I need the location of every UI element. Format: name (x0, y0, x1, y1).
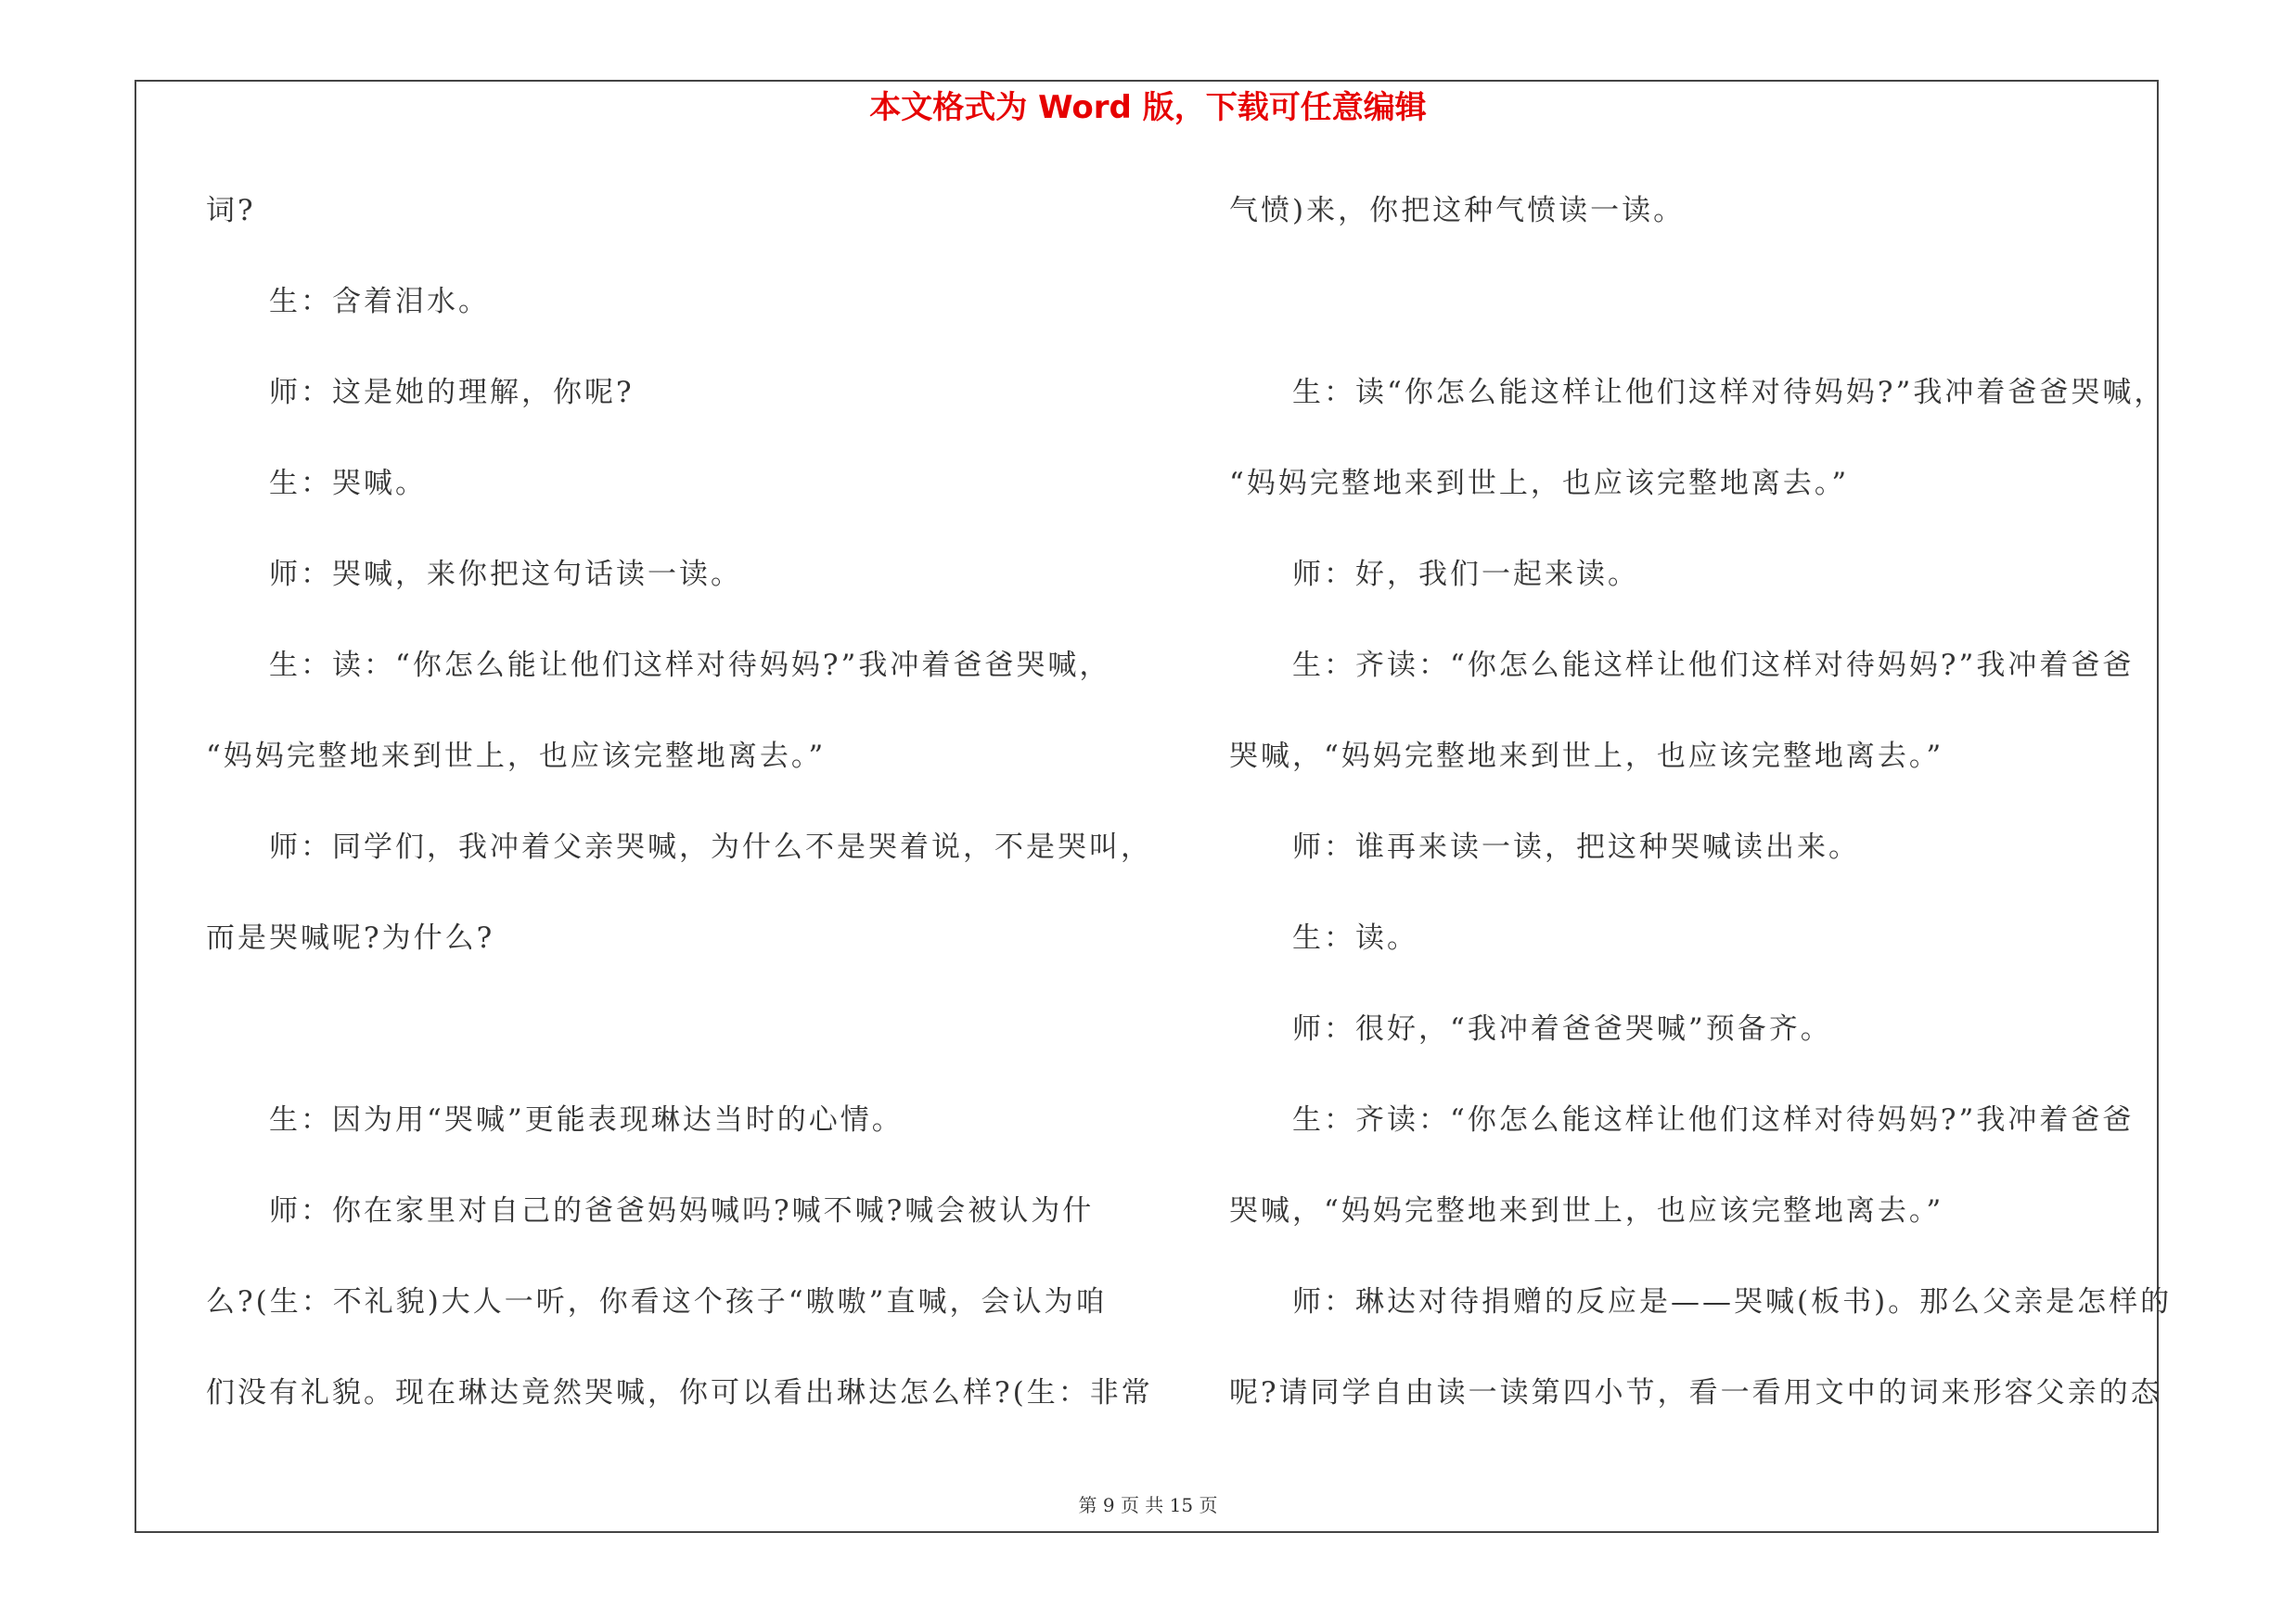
text-line: 师：同学们，我冲着父亲哭喊，为什么不是哭着说，不是哭叫， (269, 831, 1152, 864)
text-line: 哭喊，“妈妈完整地来到世上，也应该完整地离去。” (1229, 740, 1944, 773)
text-line: 师：你在家里对自己的爸爸妈妈喊吗?喊不喊?喊会被认为什 (269, 1194, 1095, 1228)
text-line: 生：哭喊。 (269, 467, 427, 500)
page-footer: 第 9 页 共 15 页 (1078, 1494, 1218, 1516)
right-column (1229, 187, 2171, 1460)
text-line: 生：读：“你怎么能让他们这样对待妈妈?”我冲着爸爸哭喊， (269, 649, 1111, 682)
text-line: “妈妈完整地来到世上，也应该完整地离去。” (206, 740, 827, 773)
text-line: 词? (206, 194, 256, 227)
text-line: 师：很好，“我冲着爸爸哭喊”预备齐。 (1292, 1012, 1832, 1046)
page-header: 本文格式为 Word 版，下载可任意编辑 (869, 89, 1427, 126)
text-line: 生：读。 (1292, 921, 1418, 955)
text-line: 生：齐读：“你怎么能这样让他们这样对待妈妈?”我冲着爸爸 (1292, 1103, 2135, 1137)
text-line: 生：读“你怎么能这样让他们这样对待妈妈?”我冲着爸爸哭喊， (1292, 376, 2166, 409)
text-line: 而是哭喊呢?为什么? (206, 921, 495, 955)
text-line: 生：含着泪水。 (269, 285, 490, 318)
text-line: 气愤)来，你把这种气愤读一读。 (1229, 194, 1686, 227)
text-line (206, 1005, 1171, 1096)
text-line: “妈妈完整地来到世上，也应该完整地离去。” (1229, 467, 1850, 500)
text-line: 师：好，我们一起来读。 (1292, 558, 1639, 591)
text-line: 师：这是她的理解，你呢? (269, 376, 635, 409)
text-line: 师：谁再来读一读，把这种哭喊读出来。 (1292, 831, 1860, 864)
text-line: 生：因为用“哭喊”更能表现琳达当时的心情。 (269, 1103, 904, 1137)
left-column (206, 187, 1171, 1460)
text-line: 生：齐读：“你怎么能这样让他们这样对待妈妈?”我冲着爸爸 (1292, 649, 2135, 682)
text-line: 们没有礼貌。现在琳达竟然哭喊，你可以看出琳达怎么样?(生：非常 (206, 1376, 1153, 1410)
text-line: 师：琳达对待捐赠的反应是——哭喊(板书)。那么父亲是怎样的 (1292, 1285, 2173, 1319)
text-line: 哭喊，“妈妈完整地来到世上，也应该完整地离去。” (1229, 1194, 1944, 1228)
text-line (1229, 277, 2171, 368)
text-line: 么?(生：不礼貌)大人一听，你看这个孩子“嗷嗷”直喊，会认为咱 (206, 1285, 1108, 1319)
text-line: 呢?请同学自由读一读第四小节，看一看用文中的词来形容父亲的态 (1229, 1376, 2162, 1410)
text-line: 师：哭喊，来你把这句话读一读。 (269, 558, 742, 591)
